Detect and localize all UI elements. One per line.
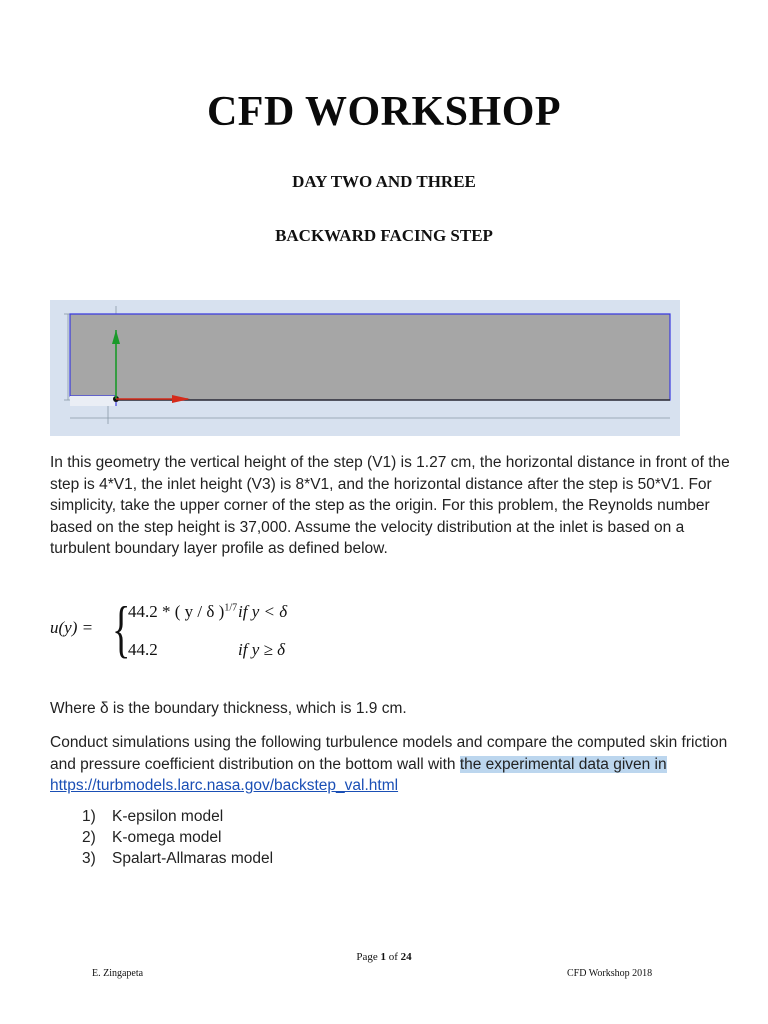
equation-case1-condition: if y < δ [238,602,288,621]
equation-case2-condition: if y ≥ δ [238,640,285,659]
list-item: 2) K-omega model [82,829,222,846]
experimental-data-link[interactable]: https://turbmodels.larc.nasa.gov/backstep_val.html [50,777,399,794]
list-item: 3) Spalart-Allmaras model [82,850,274,867]
footer-author: E. Zingapeta [92,968,144,979]
page-number: Page 1 of 24 [356,951,412,963]
step-geometry-figure [50,300,680,436]
step-geometry-diagram [50,300,680,436]
subtitle-topic: BACKWARD FACING STEP [275,226,493,245]
fluid-domain [70,314,670,400]
page-title: CFD WORKSHOP [206,89,562,135]
inlet-velocity-equation [50,592,370,674]
footer-doc-title: CFD Workshop 2018 [567,968,653,979]
boundary-thickness-note: Where δ is the boundary thickness, which is 1.9 cm. [50,700,407,717]
step-block [70,396,116,406]
geometry-description: In this geometry the vertical height of the step (V1) is 1.27 cm, the horizontal distance in front of the step is 4*V1, the inlet height (V3) is 8*V1, and the horizontal distance after the step is 50*V1. For simplicity, take the upper corner of the step as the origin. For this problem, the Reynolds number based on the step height is 37,000. Assume the velocity distribution at the inlet is based on a turbulent boundary layer profile as defined below. [50,454,730,557]
task-description: Conduct simulations using the following turbulence models and compare the computed skin friction and pressure coefficient distribution on the bottom wall with the experimental data given in https://turbmodels.larc.nasa.gov/backstep_val.html [50,734,728,794]
equation-case2: 44.2 [128,640,158,659]
equation-brace: { [112,593,131,664]
subtitle-day: DAY TWO AND THREE [292,172,476,191]
equation-lhs: u(y) = [50,618,94,637]
highlighted-text: the experimental data given in [459,755,667,773]
equation-case1: 44.2 * ( y / δ )$^{1/7}$ [128,602,238,621]
turbulence-models-list [82,806,273,869]
list-item: 1) K-epsilon model [82,808,224,825]
